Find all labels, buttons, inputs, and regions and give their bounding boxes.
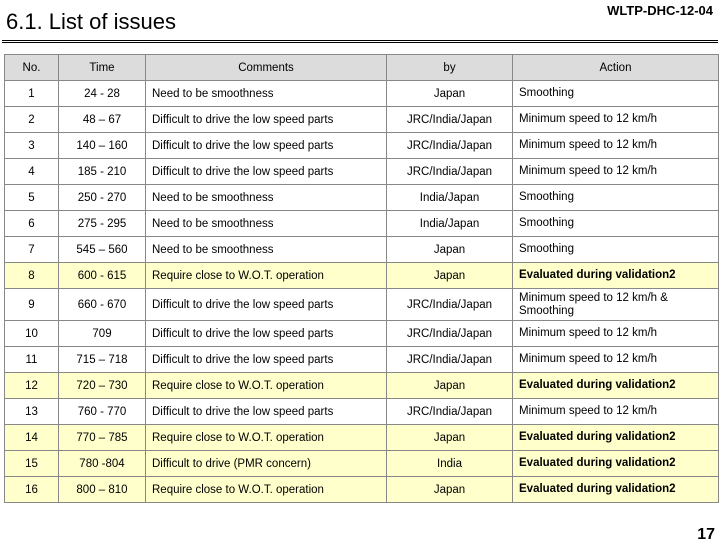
issue-time: 660 - 670 (59, 289, 146, 321)
table-body (5, 81, 719, 503)
issue-number: 1 (5, 81, 59, 107)
issue-comment: Require close to W.O.T. operation (146, 373, 387, 399)
issue-by: Japan (387, 477, 513, 503)
issue-action: Smoothing (513, 211, 719, 237)
table-row (5, 289, 719, 321)
issue-comment: Difficult to drive the low speed parts (146, 159, 387, 185)
issue-action: Minimum speed to 12 km/h & Smoothing (513, 289, 719, 321)
table-row (5, 159, 719, 185)
column-header-no: No. (5, 55, 59, 81)
table-row (5, 373, 719, 399)
issue-number: 2 (5, 107, 59, 133)
issue-time: 800 – 810 (59, 477, 146, 503)
title-divider (2, 40, 718, 43)
issue-action: Evaluated during validation2 (513, 373, 719, 399)
issue-number: 7 (5, 237, 59, 263)
table-header-row (5, 55, 719, 81)
issue-comment: Need to be smoothness (146, 237, 387, 263)
issue-time: 140 – 160 (59, 133, 146, 159)
issue-by: JRC/India/Japan (387, 321, 513, 347)
issue-comment: Require close to W.O.T. operation (146, 477, 387, 503)
table-row (5, 133, 719, 159)
issue-action: Smoothing (513, 237, 719, 263)
issue-number: 8 (5, 263, 59, 289)
table-row (5, 237, 719, 263)
issue-action: Minimum speed to 12 km/h (513, 321, 719, 347)
column-header-action: Action (513, 55, 719, 81)
issue-by: Japan (387, 81, 513, 107)
issue-by: JRC/India/Japan (387, 399, 513, 425)
issue-action: Smoothing (513, 81, 719, 107)
issue-number: 12 (5, 373, 59, 399)
issue-comment: Need to be smoothness (146, 81, 387, 107)
issue-number: 13 (5, 399, 59, 425)
issue-by: JRC/India/Japan (387, 107, 513, 133)
issue-time: 720 – 730 (59, 373, 146, 399)
issue-action: Evaluated during validation2 (513, 451, 719, 477)
issue-action: Smoothing (513, 185, 719, 211)
table-row (5, 81, 719, 107)
issue-time: 24 - 28 (59, 81, 146, 107)
issue-number: 3 (5, 133, 59, 159)
document-id: WLTP-DHC-12-04 (607, 3, 713, 18)
issue-comment: Difficult to drive the low speed parts (146, 289, 387, 321)
issue-comment: Require close to W.O.T. operation (146, 263, 387, 289)
issue-action: Minimum speed to 12 km/h (513, 107, 719, 133)
issue-by: Japan (387, 263, 513, 289)
issue-time: 48 – 67 (59, 107, 146, 133)
issue-time: 275 - 295 (59, 211, 146, 237)
table-row (5, 451, 719, 477)
issue-time: 715 – 718 (59, 347, 146, 373)
table-row (5, 399, 719, 425)
issue-comment: Need to be smoothness (146, 211, 387, 237)
issue-time: 780 -804 (59, 451, 146, 477)
issue-comment: Difficult to drive the low speed parts (146, 399, 387, 425)
table-row (5, 477, 719, 503)
issues-table (4, 54, 719, 503)
table-row (5, 263, 719, 289)
issue-comment: Need to be smoothness (146, 185, 387, 211)
issue-number: 5 (5, 185, 59, 211)
issue-action: Minimum speed to 12 km/h (513, 347, 719, 373)
issue-by: India/Japan (387, 185, 513, 211)
column-header-time: Time (59, 55, 146, 81)
issue-comment: Difficult to drive the low speed parts (146, 321, 387, 347)
issue-time: 250 - 270 (59, 185, 146, 211)
issue-number: 11 (5, 347, 59, 373)
issue-time: 770 – 785 (59, 425, 146, 451)
issue-number: 15 (5, 451, 59, 477)
issue-by: Japan (387, 425, 513, 451)
table-row (5, 211, 719, 237)
issue-action: Minimum speed to 12 km/h (513, 159, 719, 185)
issue-comment: Difficult to drive the low speed parts (146, 347, 387, 373)
issue-by: India (387, 451, 513, 477)
issue-number: 4 (5, 159, 59, 185)
issue-action: Evaluated during validation2 (513, 425, 719, 451)
table-row (5, 185, 719, 211)
page-title: 6.1. List of issues (6, 9, 176, 34)
page-number: 17 (697, 526, 715, 543)
issue-action: Evaluated during validation2 (513, 263, 719, 289)
issue-action: Minimum speed to 12 km/h (513, 133, 719, 159)
issue-by: Japan (387, 373, 513, 399)
issue-time: 709 (59, 321, 146, 347)
table-row (5, 425, 719, 451)
issue-by: JRC/India/Japan (387, 133, 513, 159)
column-header-comments: Comments (146, 55, 387, 81)
issue-time: 600 - 615 (59, 263, 146, 289)
issue-by: JRC/India/Japan (387, 289, 513, 321)
issue-action: Minimum speed to 12 km/h (513, 399, 719, 425)
issue-by: Japan (387, 237, 513, 263)
issue-comment: Difficult to drive (PMR concern) (146, 451, 387, 477)
issue-comment: Difficult to drive the low speed parts (146, 133, 387, 159)
issue-number: 6 (5, 211, 59, 237)
issue-number: 10 (5, 321, 59, 347)
column-header-by: by (387, 55, 513, 81)
issue-comment: Require close to W.O.T. operation (146, 425, 387, 451)
issue-by: JRC/India/Japan (387, 347, 513, 373)
issue-number: 14 (5, 425, 59, 451)
issue-comment: Difficult to drive the low speed parts (146, 107, 387, 133)
issue-number: 16 (5, 477, 59, 503)
issue-action: Evaluated during validation2 (513, 477, 719, 503)
issue-by: JRC/India/Japan (387, 159, 513, 185)
issue-time: 185 - 210 (59, 159, 146, 185)
table-row (5, 321, 719, 347)
issue-number: 9 (5, 289, 59, 321)
issue-time: 760 - 770 (59, 399, 146, 425)
issue-by: India/Japan (387, 211, 513, 237)
table-row (5, 347, 719, 373)
table-row (5, 107, 719, 133)
issue-time: 545 – 560 (59, 237, 146, 263)
